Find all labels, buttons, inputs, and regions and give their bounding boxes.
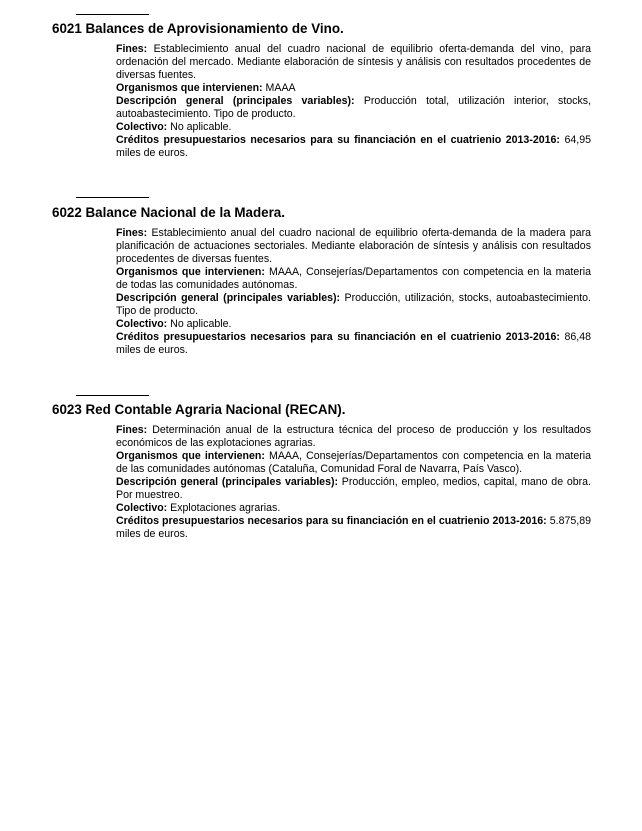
section-separator-rule (76, 14, 149, 15)
section-body (116, 43, 591, 160)
fines-text: Establecimiento anual del cuadro nacional de equilibrio oferta-demanda de la madera para planificación de actuaciones sectoriales. Mediante elaboración de síntesis y análisis con resultados procedentes de diversas fuentes. (116, 227, 591, 265)
fines-entry (116, 227, 591, 266)
colectivo-label: Colectivo: (116, 121, 168, 133)
section-separator-rule (76, 395, 149, 396)
section-body (116, 227, 591, 357)
fines-label: Fines: (116, 424, 148, 436)
creditos-entry (116, 515, 591, 541)
organismos-text: MAAA, Consejerías/Departamentos con competencia en la materia de todas las comunidades autónomas. (116, 266, 591, 291)
colectivo-entry (116, 121, 591, 134)
fines-label: Fines: (116, 43, 148, 55)
organismos-text: MAAA (265, 82, 296, 94)
descripcion-label: Descripción general (principales variables): (116, 292, 341, 304)
creditos-label: Créditos presupuestarios necesarios para su financiación en el cuatrienio 2013-2016: (116, 134, 560, 146)
organismos-label: Organismos que intervienen: (116, 266, 265, 278)
fines-text: Determinación anual de la estructura técnica del proceso de producción y los resultados económicos de las explotaciones agrarias. (116, 424, 591, 449)
section-heading: 6022 Balance Nacional de la Madera. (52, 205, 285, 220)
fines-entry (116, 43, 591, 82)
section-separator-rule (76, 197, 149, 198)
colectivo-entry (116, 318, 591, 331)
descripcion-entry (116, 476, 591, 502)
fines-label: Fines: (116, 227, 148, 239)
organismos-text: MAAA, Consejerías/Departamentos con competencia en la materia de las comunidades autónomas (Cataluña, Comunidad Foral de Navarra, País Vasco). (116, 450, 591, 475)
descripcion-label: Descripción general (principales variables): (116, 476, 339, 488)
creditos-entry (116, 331, 591, 357)
fines-text: Establecimiento anual del cuadro nacional de equilibrio oferta-demanda del vino, para ordenación del mercado. Mediante elaboración de síntesis y análisis con resultados procedentes de diversas fuentes. (116, 43, 591, 81)
descripcion-entry (116, 292, 591, 318)
organismos-entry (116, 266, 591, 292)
colectivo-entry (116, 502, 591, 515)
colectivo-label: Colectivo: (116, 318, 168, 330)
descripcion-text: Producción, utilización, stocks, autoabastecimiento. Tipo de producto. (116, 292, 591, 317)
descripcion-label: Descripción general (principales variables): (116, 95, 355, 107)
colectivo-text: Explotaciones agrarias. (170, 502, 281, 514)
organismos-entry (116, 450, 591, 476)
organismos-label: Organismos que intervienen: (116, 82, 263, 94)
fines-entry (116, 424, 591, 450)
organismos-label: Organismos que intervienen: (116, 450, 265, 462)
creditos-text: 64,95 miles de euros. (116, 134, 591, 159)
section-heading: 6021 Balances de Aprovisionamiento de Vino. (52, 21, 344, 36)
section-body (116, 424, 591, 541)
colectivo-label: Colectivo: (116, 502, 168, 514)
section-heading: 6023 Red Contable Agraria Nacional (RECAN). (52, 402, 346, 417)
creditos-entry (116, 134, 591, 160)
creditos-text: 86,48 miles de euros. (116, 331, 591, 356)
creditos-label: Créditos presupuestarios necesarios para su financiación en el cuatrienio 2013-2016: (116, 331, 560, 343)
descripcion-text: Producción total, utilización interior, stocks, autoabastecimiento. Tipo de producto. (116, 95, 592, 120)
creditos-text: 5.875,89 miles de euros. (116, 515, 591, 540)
organismos-entry (116, 82, 591, 95)
colectivo-text: No aplicable. (170, 121, 232, 133)
descripcion-entry (116, 95, 591, 121)
descripcion-text: Producción, empleo, medios, capital, mano de obra. Por muestreo. (116, 476, 591, 501)
creditos-label: Créditos presupuestarios necesarios para su financiación en el cuatrienio 2013-2016: (116, 515, 547, 527)
colectivo-text: No aplicable. (170, 318, 232, 330)
